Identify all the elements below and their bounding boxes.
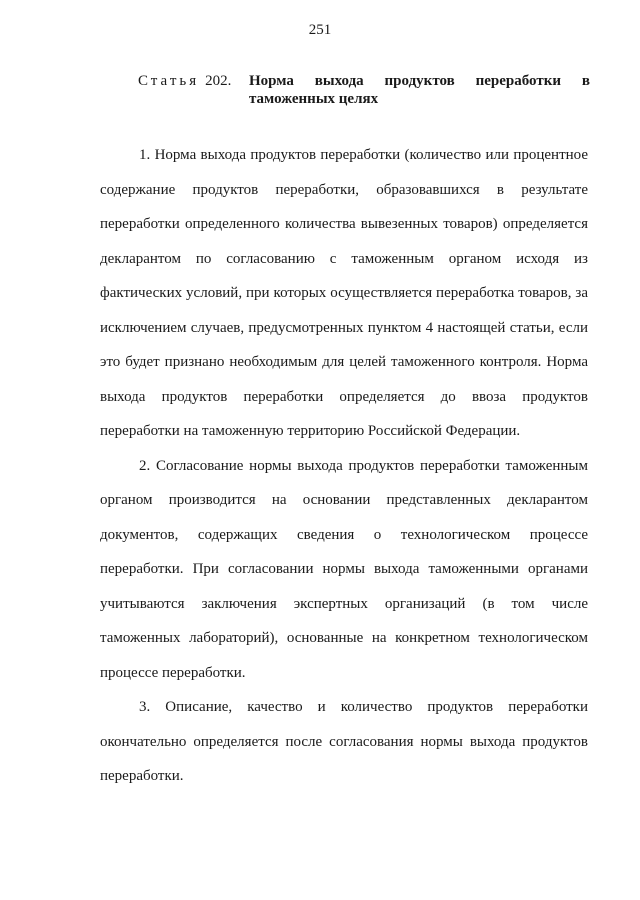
- article-title: [249, 72, 590, 108]
- article-heading: [138, 72, 590, 107]
- page-number: 251: [308, 22, 332, 38]
- article-title-word: продуктов: [384, 73, 455, 89]
- article-title-word: в: [581, 73, 590, 89]
- article-title-word: выхода: [314, 73, 364, 89]
- article-label: Статья: [138, 73, 200, 89]
- article-number: 202.: [205, 73, 232, 89]
- article-title-word: переработки: [475, 73, 561, 89]
- paragraph-1: 1. Норма выхода продуктов переработки (количество или процентное содержание продуктов переработки, образовавшихся в результате переработки определенного количества вывезенных товаров) определяется декларантом по согласованию с таможенным органом исходя из фактических условий, при которых осуществляется переработка товаров, за исключением случаев, предусмотренных пунктом 4 настоящей статьи, если это будет признано необходимым для целей таможенного контроля. Норма выхода продуктов переработки определяется до ввоза продуктов переработки на таможенную территорию Российской Федерации.: [100, 147, 588, 439]
- article-title-word: Норма: [249, 73, 294, 89]
- paragraph-2: 2. Согласование нормы выхода продуктов переработки таможенным органом производится на основании представленных декларантом документов, содержащих сведения о технологическом процессе переработки. При согласовании нормы выхода таможенными органами учитываются заключения экспертных организаций (в том числе таможенных лабораторий), основанные на конкретном технологическом процессе переработки.: [100, 457, 588, 681]
- paragraph-3: 3. Описание, качество и количество продуктов переработки окончательно определяется после согласования нормы выхода продуктов переработки.: [100, 699, 588, 784]
- article-title-line-2: таможенных целях: [249, 91, 379, 107]
- article-body: [100, 138, 588, 794]
- article-title-line-1: [249, 72, 590, 90]
